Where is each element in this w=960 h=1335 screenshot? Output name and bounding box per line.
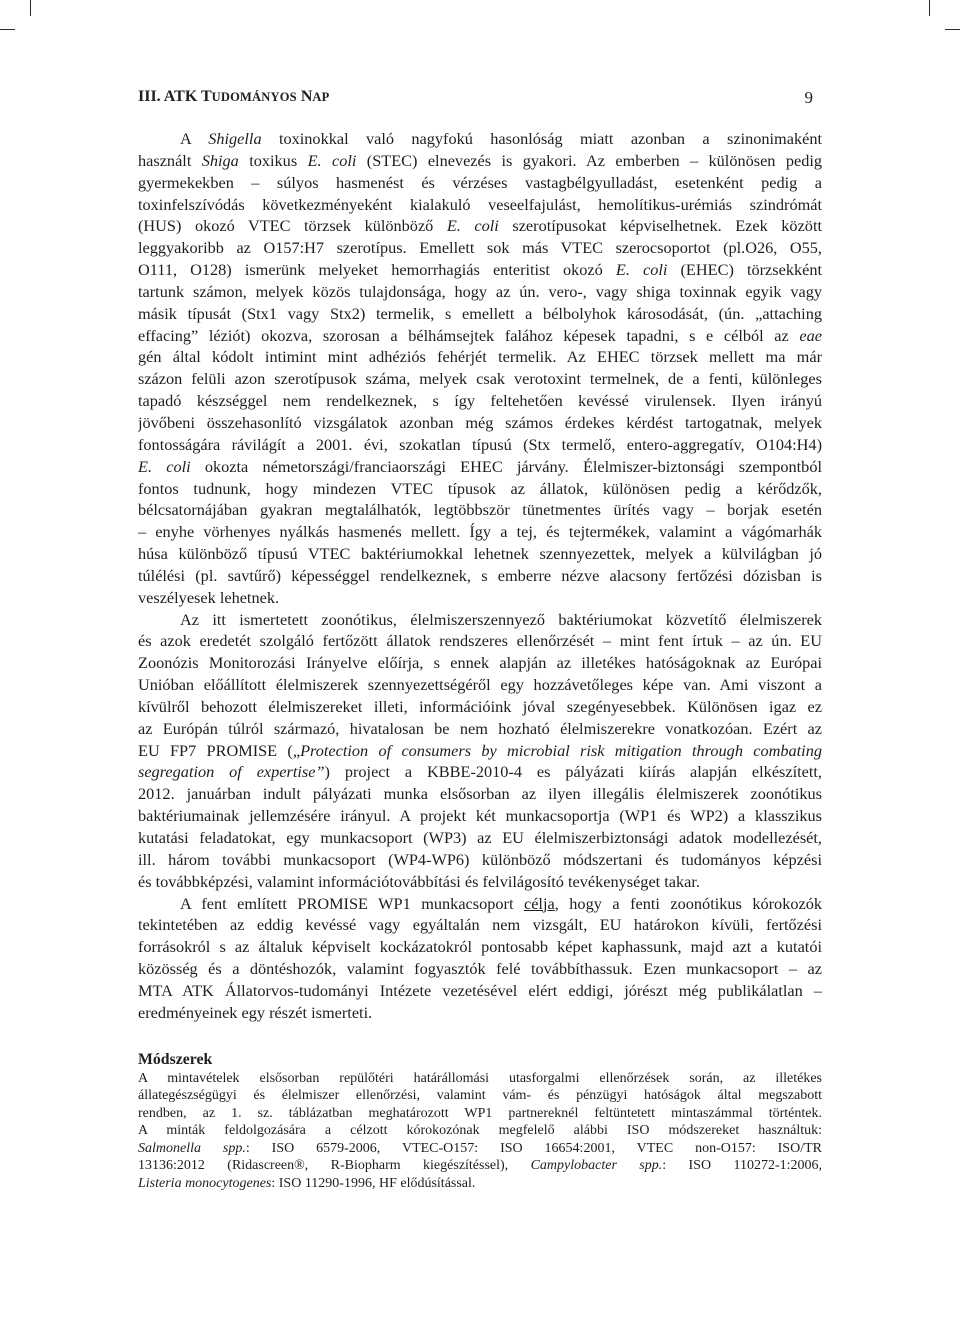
body-line: (HUS) okozó VTEC törzsek különböző E. coli szerotípusokat képviselhetnek. Ezek között bbox=[138, 216, 822, 236]
crop-mark-top-left bbox=[0, 29, 15, 30]
body-line: Zoonózis Monitorozási Irányelve előírja, s ennek alapján az illetékes hatóságoknak az Európai bbox=[138, 653, 822, 673]
body-line: kívülről behozott élelmiszereket illeti, információink jóval szegényesebbek. Különösen igaz ez bbox=[138, 696, 822, 716]
body-line: bélcsatornájában gyakran megtalálhatók, legtöbbször tünetmentes ürítés vagy – borjak esetén bbox=[138, 500, 822, 520]
body-line: használt Shiga toxikus E. coli (STEC) elnevezés is gyakori. Az emberben – különösen pedig bbox=[138, 150, 822, 170]
body-line: gyermekekben – súlyos hasmenést és vérzéses vastagbélgyulladást, esetenként pedig a bbox=[138, 172, 822, 192]
body-line: MTA ATK Állatorvos-tudományi Intézete vezetésével elért eddigi, jórészt még publikálatlan – bbox=[138, 980, 822, 1000]
header-title: III. ATK TUDOMÁNYOS NAP bbox=[138, 88, 330, 105]
page-number: 9 bbox=[804, 88, 813, 107]
body-line: az Európán túlról származó, hivatalosan be nem hozható élelmiszerekre vonatkozóan. Ezért az bbox=[138, 718, 822, 738]
body-line: A Shigella toxinokkal való nagyfokú hasonlóság miatt azonban a szinonimaként bbox=[180, 129, 822, 148]
body-line: veszélyesek lehetnek. bbox=[138, 587, 280, 607]
body-line: O111, O128) ismerünk melyeket hemorrhagiás enteritist okozó E. coli (EHEC) törzsekként bbox=[138, 260, 822, 280]
body-line: gén által kódolt intimint mint adhéziós fehérjét termelik. Az EHEC törzsek mellett ma már bbox=[138, 347, 822, 367]
methods-line: Salmonella spp.: ISO 6579-2006, VTEC-O157: ISO 16654:2001, VTEC non-O157: ISO/TR bbox=[138, 1140, 822, 1156]
body-line: – enyhe vörhenyes nyálkás hasmenés mellett. Így a tej, és tejtermékek, valamint a vágómarhák bbox=[138, 522, 822, 542]
methods-line: A minták feldolgozására a célzott kórokozónak megfelelő alábbi ISO módszereket használtuk: bbox=[138, 1123, 822, 1139]
body-line: leggyakoribb az O157:H7 szerotípus. Emellett sok más VTEC szerocsoportot (pl.O26, O55, bbox=[138, 238, 822, 258]
body-line: túlélési (pl. savtűrő) képességgel rendelkeznek, s emberre nézve alacsony fertőzési dózisban is bbox=[138, 565, 822, 585]
body-line: forrásokról s az általuk képviselt kockázatokról pontosabb képet kaphassunk, majd azt a kutatói bbox=[138, 937, 822, 957]
body-line: fontos tudnunk, hogy mindezen VTEC típusok az állatok, különösen pedig a kérődzők, bbox=[138, 478, 822, 498]
document-body bbox=[138, 128, 822, 1192]
body-line: eredményeinek egy részét ismerteti. bbox=[138, 1002, 373, 1022]
body-line: toxinfelszívódás következményeként kialakuló veseelfajulást, hemolítikus-urémiás szindrómát bbox=[138, 194, 822, 214]
body-line: százon felüli azon szerotípusok száma, melyek csak verotoxint termelnek, de a fenti, különleges bbox=[138, 369, 822, 389]
body-line: ill. három további munkacsoport (WP4-WP6) különböző módszertani és tudományos képzési bbox=[138, 849, 822, 869]
body-line: fontosságára rávilágít a 2001. évi, szokatlan típusú (Stx termelő, entero-aggregatív, O104:H4) bbox=[138, 434, 822, 454]
body-line: E. coli okozta németországi/franciaországi EHEC járvány. Élelmiszer-biztonsági szempontból bbox=[138, 456, 822, 476]
methods-line: 13136:2012 (Ridascreen®, R-Biopharm kiegészítéssel), Campylobacter spp.: ISO 110272-1:2006, bbox=[138, 1158, 822, 1174]
body-line: effacing” léziót) okozva, szorosan a bélhámsejtek falához képesek tapadni, s e célból az eae bbox=[138, 325, 822, 345]
body-line: 2012. januárban indult pályázati munka elsősorban az ilyen illegális élelmiszerek zoonótikus bbox=[138, 784, 822, 804]
body-line: másik típusát (Stx1 vagy Stx2) termelik, s emellett a bélbolyhok károsodását, (ún. „attaching bbox=[138, 303, 822, 323]
methods-line: állategészségügyi és élelmiszer ellenőrzési, valamint vám- és pénzügyi hatóságok által megszabott bbox=[138, 1088, 822, 1104]
crop-mark-top-right-v bbox=[929, 0, 930, 16]
body-line: Unióban előállított élelmiszerek szennyezettségéről egy hozzávetőleges képe van. Ami viszont a bbox=[138, 675, 822, 695]
section-gap bbox=[138, 1024, 822, 1046]
body-line: tekintetében az eddig kevéssé vagy egyáltalán nem vizsgált, EU határokon kívüli, fertőzési bbox=[138, 915, 822, 935]
methods-line: rendben, az 1. sz. táblázatban meghatározott WP1 partnereknél feltüntetett mintaszámmal történtek. bbox=[138, 1105, 822, 1121]
running-header bbox=[138, 88, 813, 112]
section-heading: Módszerek bbox=[138, 1050, 213, 1068]
methods-line: A mintavételek elsősorban repülőtéri határállomási utasforgalmi ellenőrzések során, az illetékes bbox=[138, 1070, 822, 1086]
crop-mark-top-left-v bbox=[30, 0, 31, 16]
crop-mark-top-right bbox=[945, 29, 960, 30]
body-line: Az itt ismertetett zoonótikus, élelmiszerszennyező baktériumokat közvetítő élelmiszerek bbox=[180, 609, 822, 629]
body-line: jövőbeni összehasonlító vizsgálatok azonban még számos érdekes kérdést tartogatnak, melyek bbox=[138, 412, 822, 432]
body-line: A fent említett PROMISE WP1 munkacsoport célja, hogy a fenti zoonótikus kórokozók bbox=[180, 893, 822, 913]
body-line: segregation of expertise”) project a KBBE-2010-4 es pályázati kiírás alapján elkészített, bbox=[138, 762, 822, 782]
body-line: tartunk számon, melyek közös tulajdonsága, hogy az ún. vero-, vagy shiga toxinnak egyik vagy bbox=[138, 281, 822, 301]
body-line: húsa különböző típusú VTEC baktériumokkal lehetnek szennyezettek, melyek a külvilágban jó bbox=[138, 544, 822, 564]
body-line: tapadó készséggel nem rendelkeznek, s így feltehetően kevéssé virulensek. Ilyen irányú bbox=[138, 391, 822, 411]
body-line: és azok eredetét szolgáló fertőzött állatok rendszeres ellenőrzését – mint fent írtuk – az ún. EU bbox=[138, 631, 822, 651]
body-line: EU FP7 PROMISE („Protection of consumers by microbial risk mitigation through combating bbox=[138, 740, 822, 760]
body-line: és továbbképzési, valamint információtovábbítási és felvilágosító tevékenységet takar. bbox=[138, 871, 700, 891]
methods-line: Listeria monocytogenes: ISO 11290-1996, HF elődúsítással. bbox=[138, 1175, 476, 1191]
body-line: kutatási feladatokat, egy munkacsoport (WP3) az EU élelmiszerbiztonsági adatok modellezését, bbox=[138, 828, 822, 847]
body-line: közösség és a döntéshozók, valamint fogyasztók felé továbbíthassuk. Ezen munkacsoport – az bbox=[138, 959, 822, 979]
body-line: baktériumainak jellemzésére irányul. A projekt két munkacsoportja (WP1 és WP2) a klasszikus bbox=[138, 806, 822, 826]
